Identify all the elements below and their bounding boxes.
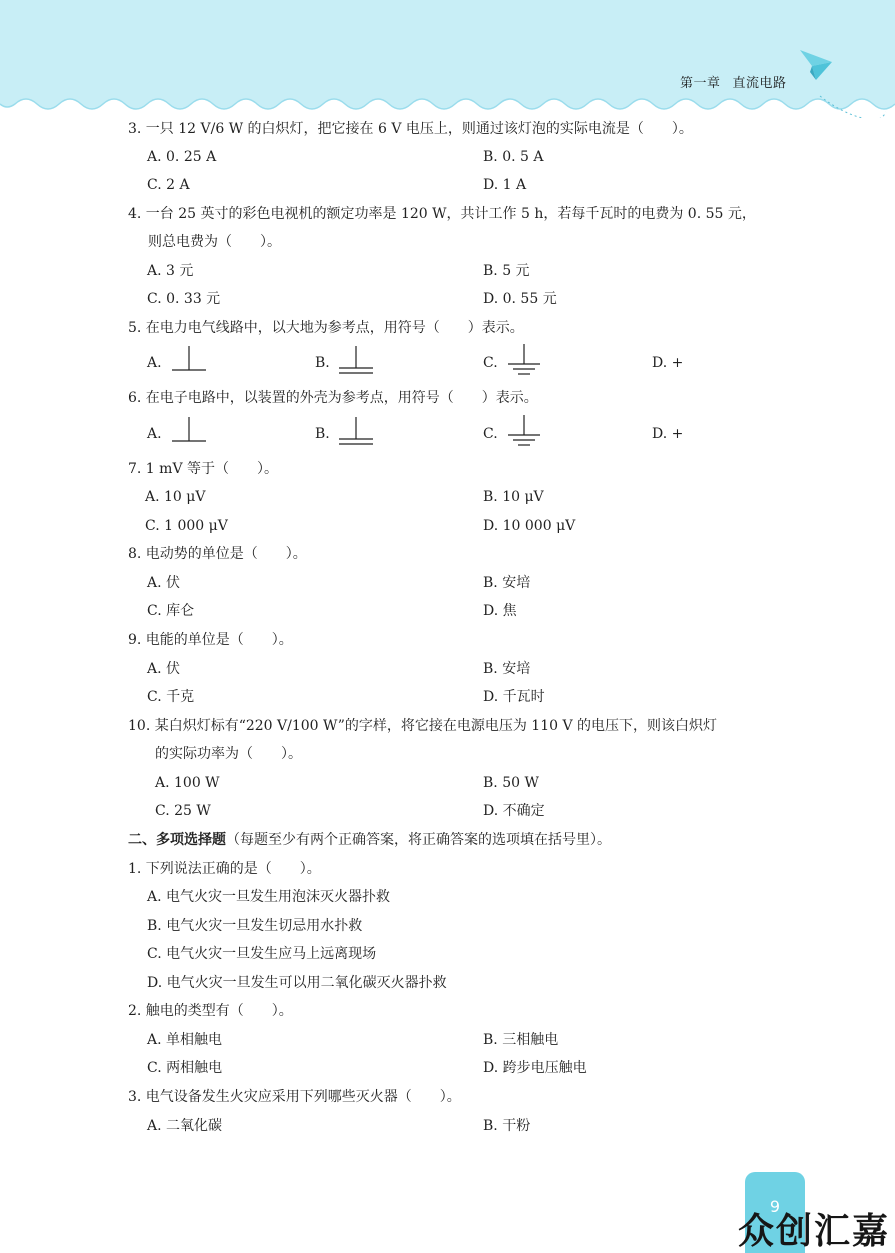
question-stem: 10. 某白炽灯标有“220 V/100 W”的字样，将它接在电源电压为 110 V 的电压下，则该白炽灯 (128, 718, 718, 734)
chapter-title: 直流电路 (732, 76, 787, 91)
question-stem-continued: 的实际功率为（ ）。 (155, 746, 302, 762)
option: B. 电气火灾一旦发生切忌用水扑救 (147, 918, 363, 934)
option: B. 10 μV (483, 489, 544, 505)
option: C. (483, 355, 498, 371)
option: C. 电气火灾一旦发生应马上远离现场 (147, 946, 377, 962)
earth-ground-icon (505, 413, 543, 449)
earth-ground-icon (505, 342, 543, 378)
question-stem: 3. 一只 12 V/6 W 的白炽灯，把它接在 6 V 电压上，则通过该灯泡的实际电流是（ ）。 (128, 121, 693, 137)
option: C. 库仑 (147, 603, 195, 619)
page-number: 9 (745, 1172, 805, 1253)
option: B. 干粉 (483, 1118, 531, 1134)
option: B. 0. 5 A (483, 149, 544, 165)
option: D. 0. 55 元 (483, 291, 557, 307)
option: D. 焦 (483, 603, 517, 619)
question-stem: 7. 1 mV 等于（ ）。 (128, 461, 279, 477)
option: C. 25 W (155, 803, 211, 819)
option: C. 两相触电 (147, 1060, 223, 1076)
option: B. 三相触电 (483, 1032, 559, 1048)
option: D. 1 A (483, 177, 527, 193)
option: C. (483, 426, 498, 442)
option: A. 3 元 (147, 263, 194, 279)
option: D. 跨步电压触电 (483, 1060, 587, 1076)
option: D. 电气火灾一旦发生可以用二氧化碳灭火器扑救 (147, 975, 447, 991)
section-title: 二、多项选择题 (128, 832, 226, 848)
section-note: （每题至少有两个正确答案，将正确答案的选项填在括号里）。 (226, 832, 611, 848)
chapter-number: 第一章 (680, 76, 721, 91)
chassis-symbol-icon (170, 344, 208, 374)
option: B. (315, 426, 330, 442)
option: A. 100 W (155, 775, 220, 791)
option: C. 0. 33 元 (147, 291, 221, 307)
option: B. 50 W (483, 775, 539, 791)
option: C. 千克 (147, 689, 195, 705)
option: A. 10 μV (145, 489, 206, 505)
option: A. (147, 426, 162, 442)
option: D. 不确定 (483, 803, 545, 819)
option: A. 单相触电 (147, 1032, 223, 1048)
option: A. 0. 25 A (147, 149, 217, 165)
option: C. 1 000 μV (145, 518, 228, 534)
option: D. + (652, 355, 684, 371)
chassis-symbol-icon (170, 415, 208, 445)
question-stem: 4. 一台 25 英寸的彩色电视机的额定功率是 120 W，共计工作 5 h，若每千瓦时的电费为 0. 55 元， (128, 206, 756, 222)
option: D. 千瓦时 (483, 689, 545, 705)
question-stem: 9. 电能的单位是（ ）。 (128, 632, 293, 648)
double-line-ground-icon (337, 415, 375, 447)
question-stem: 2. 触电的类型有（ ）。 (128, 1003, 293, 1019)
option: B. (315, 355, 330, 371)
option: D. + (652, 426, 684, 442)
question-stem: 8. 电动势的单位是（ ）。 (128, 546, 307, 562)
question-stem: 5. 在电力电气线路中，以大地为参考点，用符号（ ）表示。 (128, 320, 524, 336)
option: D. 10 000 μV (483, 518, 576, 534)
option: A. 伏 (147, 661, 181, 677)
question-stem: 6. 在电子电路中，以装置的外壳为参考点，用符号（ ）表示。 (128, 390, 538, 406)
option: A. 电气火灾一旦发生用泡沫灭火器扑救 (147, 889, 391, 905)
option: A. 二氧化碳 (147, 1118, 223, 1134)
option: A. (147, 355, 162, 371)
question-stem-continued: 则总电费为（ ）。 (148, 234, 281, 250)
question-stem: 3. 电气设备发生火灾应采用下列哪些灭火器（ ）。 (128, 1089, 461, 1105)
option: A. 伏 (147, 575, 181, 591)
option: B. 安培 (483, 661, 531, 677)
question-stem: 1. 下列说法正确的是（ ）。 (128, 861, 321, 877)
watermark: 众创汇嘉 (738, 1211, 891, 1252)
section-heading (128, 831, 611, 849)
option: B. 5 元 (483, 263, 530, 279)
option: C. 2 A (147, 177, 190, 193)
option: B. 安培 (483, 575, 531, 591)
double-line-ground-icon (337, 344, 375, 376)
